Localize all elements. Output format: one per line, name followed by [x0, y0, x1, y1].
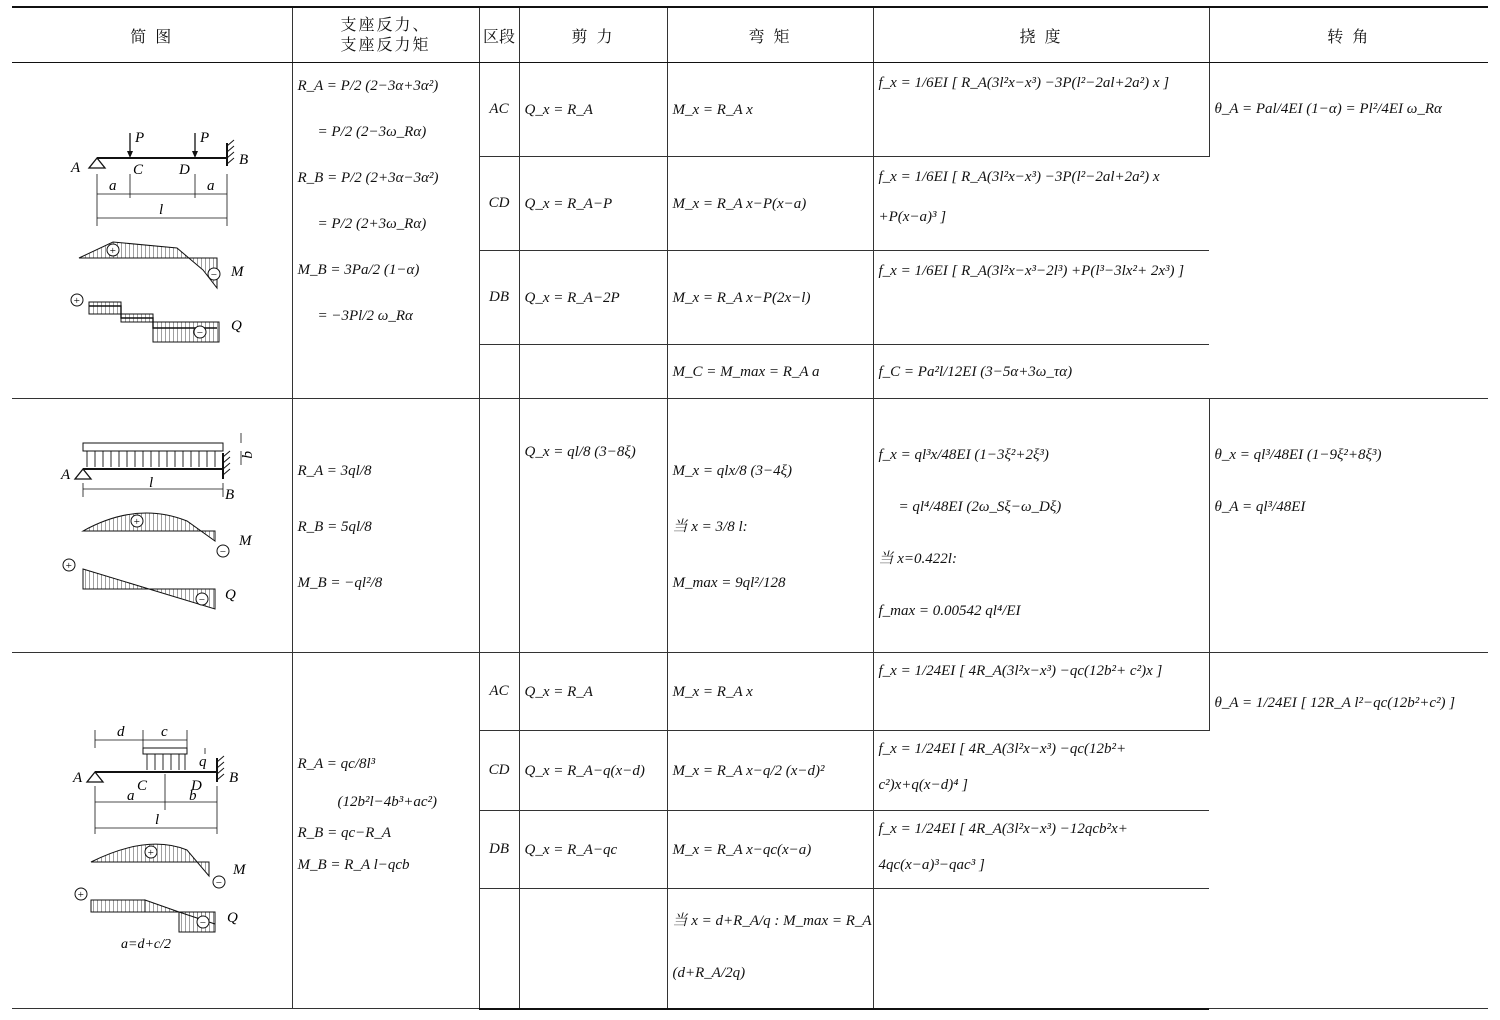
header-segment: 区段 — [479, 7, 519, 63]
reaction-line: R_A = P/2 (2−3α+3α²) — [297, 78, 439, 94]
label-M: M — [238, 533, 252, 549]
beam-formula-table — [12, 6, 1488, 1010]
header-rotation: 转 角 — [1209, 7, 1488, 63]
shear-cell: Q_x = R_A — [519, 63, 667, 157]
deflection-cell: f_x = 1/6EI [ R_A(3l²x−x³) −3P(l²−2al+2a²) x +P(x−a)³ ] — [873, 157, 1209, 251]
case2-diagram-cell — [12, 399, 292, 653]
svg-text:−: − — [214, 877, 223, 889]
label-D: D — [190, 778, 202, 794]
shear-cell — [519, 889, 667, 1009]
case1-reactions-cell — [292, 63, 479, 399]
label-b: b — [188, 788, 197, 804]
moment-diagram — [79, 242, 217, 288]
deflection-line: = ql⁴/48EI (2ω_Sξ−ω_Dξ) — [898, 499, 1062, 515]
label-A: A — [72, 770, 82, 786]
moment-diagram — [83, 513, 215, 541]
deflection-line: f_max = 0.00542 ql⁴/EI — [878, 603, 1021, 619]
moment-cell: M_x = R_A x — [667, 653, 873, 731]
shear-line: Q_x = ql/8 (3−8ξ) — [524, 444, 636, 460]
segment-label: CD — [479, 157, 519, 251]
segment-label — [479, 889, 519, 1009]
label-d: d — [116, 724, 125, 740]
shear-cell: Q_x = R_A — [519, 653, 667, 731]
label-a-formula: a=d+c/2 — [120, 937, 171, 952]
rotation-line: θ_A = ql³/48EI — [1214, 499, 1306, 515]
distributed-load-icon — [147, 754, 185, 770]
deflection-cell: f_C = Pa²l/12EI (3−5α+3ω_τα) — [873, 345, 1209, 399]
svg-text:−: − — [198, 917, 207, 929]
case2-row — [12, 399, 1488, 653]
moment-cell: M_C = M_max = R_A a — [667, 345, 873, 399]
label-a1: a — [108, 178, 117, 194]
reaction-line: R_B = qc−R_A — [297, 825, 392, 841]
distributed-load-icon — [87, 451, 215, 467]
shear-cell — [519, 345, 667, 399]
reaction-line: = −3Pl/2 ω_Rα — [317, 308, 413, 324]
deflection-line: 当 x=0.422l: — [878, 551, 957, 567]
segment-label: AC — [479, 653, 519, 731]
shear-diagram — [83, 569, 149, 589]
moment-cell: M_x = R_A x — [667, 63, 873, 157]
rotation-line: θ_A = 1/24EI [ 12R_A l²−qc(12b²+c²) ] — [1214, 695, 1456, 711]
beam-formula-table-page — [12, 6, 1488, 1012]
case3-diagram-cell — [12, 653, 292, 1009]
rotation-line: θ_x = ql³/48EI (1−9ξ²+8ξ³) — [1214, 447, 1382, 463]
label-a2: a — [206, 178, 215, 194]
shear-cell: Q_x = R_A−2P — [519, 251, 667, 345]
moment-cell: M_x = R_A x−P(2x−l) — [667, 251, 873, 345]
label-Q: Q — [230, 318, 242, 334]
label-a: a — [126, 788, 135, 804]
svg-text:+: + — [132, 516, 141, 528]
moment-cell: M_x = R_A x−q/2 (x−d)² — [667, 731, 873, 811]
label-C: C — [132, 162, 143, 178]
case2-beam-diagram — [17, 403, 287, 643]
moment-line: M_max = 9ql²/128 — [672, 575, 786, 591]
moment-cell: 当 x = d+R_A/q : M_max = R_A (d+R_A/2q) — [667, 889, 873, 1009]
reaction-line: M_B = R_A l−qcb — [297, 857, 410, 873]
case3-reactions-cell — [292, 653, 479, 1009]
label-q: q — [240, 451, 257, 459]
case2-deflection-cell — [873, 399, 1209, 653]
header-row — [12, 7, 1488, 63]
header-reaction — [292, 7, 479, 63]
case2-reactions-cell — [292, 399, 479, 653]
deflection-cell: f_x = 1/6EI [ R_A(3l²x−x³−2l³) +P(l³−3lx²+ 2x³) ] — [873, 251, 1209, 345]
reaction-line: M_B = −ql²/8 — [297, 575, 383, 591]
shear-cell: Q_x = R_A−P — [519, 157, 667, 251]
label-Q: Q — [224, 587, 236, 603]
moment-cell: M_x = R_A x−P(x−a) — [667, 157, 873, 251]
svg-text:−: − — [209, 269, 218, 281]
shear-cell: Q_x = R_A−qc — [519, 811, 667, 889]
header-diagram: 简 图 — [12, 7, 292, 63]
svg-text:+: + — [64, 560, 73, 572]
case2-moment-cell — [667, 399, 873, 653]
rotation-line: θ_A = Pal/4EI (1−α) = Pl²/4EI ω_Rα — [1214, 101, 1442, 117]
reaction-line: R_B = P/2 (2+3α−3α²) — [297, 170, 439, 186]
label-l: l — [154, 812, 159, 828]
reaction-line: = P/2 (2+3ω_Rα) — [317, 216, 427, 232]
case1-beam-diagram — [17, 118, 287, 338]
svg-text:+: + — [146, 847, 155, 859]
pin-support-icon — [87, 772, 103, 782]
label-Q: Q — [226, 910, 238, 926]
deflection-line: f_x = ql³x/48EI (1−3ξ²+2ξ³) — [878, 447, 1049, 463]
svg-text:−: − — [197, 594, 206, 606]
case3-beam-diagram — [17, 678, 287, 978]
case1-row-ac — [12, 63, 1488, 157]
label-B: B — [228, 770, 238, 786]
label-A: A — [70, 160, 80, 176]
segment-label — [479, 399, 519, 653]
shear-cell: Q_x = R_A−q(x−d) — [519, 731, 667, 811]
deflection-cell — [873, 889, 1209, 1009]
moment-line: M_x = qlx/8 (3−4ξ) — [672, 463, 793, 479]
reaction-line: M_B = 3Pa/2 (1−α) — [297, 262, 420, 278]
case3-rotation-cell — [1209, 653, 1488, 1009]
svg-text:−: − — [218, 546, 227, 558]
pin-support-icon — [75, 469, 91, 479]
shear-diagram — [153, 322, 219, 342]
header-reaction-line1: 支座反力、 — [340, 15, 431, 34]
label-q: q — [198, 754, 207, 770]
deflection-cell: f_x = 1/24EI [ 4R_A(3l²x−x³) −12qcb²x+ 4qc(x−a)³−qac³ ] — [873, 811, 1209, 889]
label-M: M — [230, 264, 244, 280]
deflection-cell: f_x = 1/6EI [ R_A(3l²x−x³) −3P(l²−2al+2a²) x ] — [873, 63, 1209, 157]
pin-support-icon — [89, 158, 105, 168]
svg-text:+: + — [108, 245, 117, 257]
svg-text:−: − — [195, 327, 204, 339]
case2-rotation-cell — [1209, 399, 1488, 653]
shear-diagram — [91, 900, 145, 912]
label-B: B — [238, 152, 248, 168]
reaction-line: (12b²l−4b³+ac²) — [337, 794, 438, 810]
segment-label — [479, 345, 519, 399]
label-P1: P — [134, 130, 144, 146]
reaction-line: R_B = 5ql/8 — [297, 519, 372, 535]
svg-text:+: + — [76, 889, 85, 901]
header-deflection: 挠 度 — [873, 7, 1209, 63]
header-moment: 弯 矩 — [667, 7, 873, 63]
case3-row-ac — [12, 653, 1488, 731]
reaction-line: R_A = qc/8l³ — [297, 756, 376, 772]
case1-rotation-cell — [1209, 63, 1488, 399]
header-reaction-line2: 支座反力矩 — [340, 35, 431, 54]
label-M: M — [232, 862, 246, 878]
label-c: c — [160, 724, 168, 740]
label-C: C — [136, 778, 147, 794]
deflection-cell: f_x = 1/24EI [ 4R_A(3l²x−x³) −qc(12b²+ c²)x+q(x−d)⁴ ] — [873, 731, 1209, 811]
label-l: l — [158, 202, 163, 218]
svg-text:+: + — [72, 295, 81, 307]
moment-cell: M_x = R_A x−qc(x−a) — [667, 811, 873, 889]
moment-line: 当 x = 3/8 l: — [672, 519, 748, 535]
segment-label: DB — [479, 251, 519, 345]
label-A: A — [60, 467, 70, 483]
label-B: B — [224, 487, 234, 503]
deflection-cell: f_x = 1/24EI [ 4R_A(3l²x−x³) −qc(12b²+ c²)x ] — [873, 653, 1209, 731]
case2-shear-cell — [519, 399, 667, 653]
reaction-line: = P/2 (2−3ω_Rα) — [317, 124, 427, 140]
segment-label: AC — [479, 63, 519, 157]
label-l: l — [148, 475, 153, 491]
reaction-line: R_A = 3ql/8 — [297, 463, 372, 479]
label-P2: P — [199, 130, 209, 146]
segment-label: CD — [479, 731, 519, 811]
case1-diagram-cell — [12, 63, 292, 399]
segment-label: DB — [479, 811, 519, 889]
header-shear: 剪 力 — [519, 7, 667, 63]
label-D: D — [178, 162, 190, 178]
